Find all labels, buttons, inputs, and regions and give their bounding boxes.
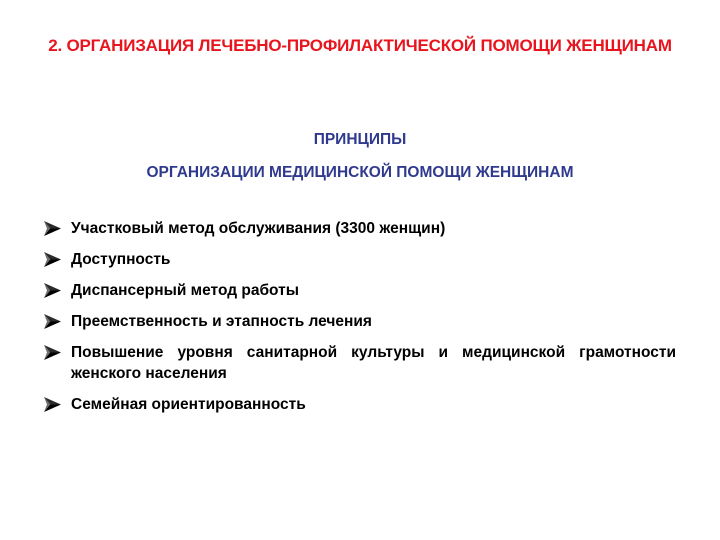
arrowhead-bullet-icon xyxy=(44,221,61,236)
list-item xyxy=(44,311,676,332)
arrowhead-bullet-icon xyxy=(44,252,61,267)
list-item xyxy=(44,342,676,384)
slide-title: 2. ОРГАНИЗАЦИЯ ЛЕЧЕБНО-ПРОФИЛАКТИЧЕСКОЙ ПОМОЩИ ЖЕНЩИНАМ xyxy=(48,36,672,55)
list-item-text: Семейная ориентированность xyxy=(71,396,306,413)
list-item-text: Преемственность и этапность лечения xyxy=(71,313,372,330)
list-item-text: Повышение уровня санитарной культуры и медицинской грамотности женского населения xyxy=(71,344,676,382)
list-item-text: Доступность xyxy=(71,251,171,268)
list-item xyxy=(44,218,676,239)
principles-list xyxy=(44,218,676,425)
list-item xyxy=(44,394,676,415)
list-item-text: Диспансерный метод работы xyxy=(71,282,299,299)
arrowhead-bullet-icon xyxy=(44,397,61,412)
subtitle-line-1: ПРИНЦИПЫ xyxy=(313,131,407,148)
list-item-text: Участковый метод обслуживания (3300 женщин) xyxy=(71,220,446,237)
arrowhead-bullet-icon xyxy=(44,345,61,360)
arrowhead-bullet-icon xyxy=(44,283,61,298)
arrowhead-bullet-icon xyxy=(44,314,61,329)
subtitle-line-2: ОРГАНИЗАЦИИ МЕДИЦИНСКОЙ ПОМОЩИ ЖЕНЩИНАМ xyxy=(146,164,574,181)
list-item xyxy=(44,249,676,270)
list-item xyxy=(44,280,676,301)
